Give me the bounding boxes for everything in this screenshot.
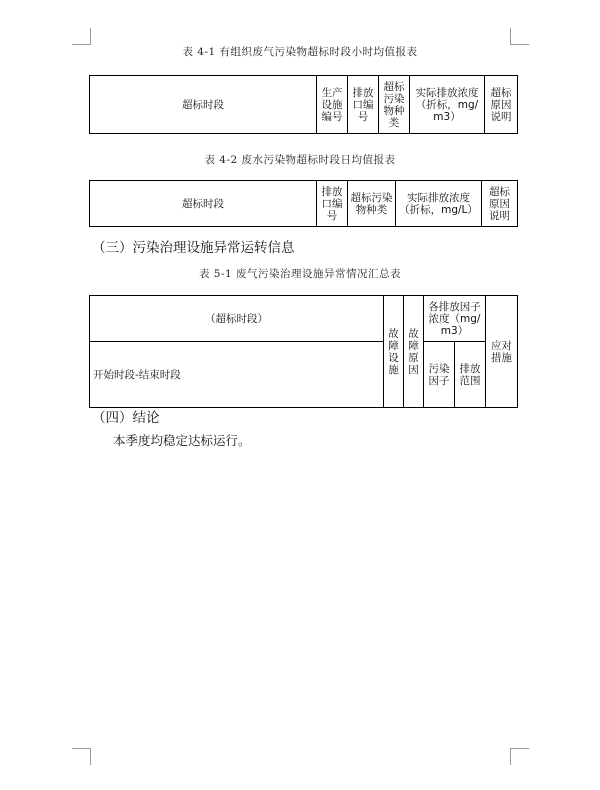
table1-caption: 表 4-1 有组织废气污染物超标时段小时均值报表 bbox=[182, 46, 418, 58]
table1-header-facility: 生产设施编号 bbox=[317, 76, 348, 134]
table1-header-outlet: 排放口编号 bbox=[348, 76, 379, 134]
crop-mark-top-right bbox=[510, 28, 529, 45]
crop-mark-bottom-left bbox=[72, 748, 91, 765]
table3-header-fault-reason: 故障原因 bbox=[404, 296, 424, 408]
section4-heading: （四）结论 bbox=[92, 410, 160, 426]
table2-header-period: 超标时段 bbox=[90, 181, 317, 227]
table2-caption: 表 4-2 废水污染物超标时段日均值报表 bbox=[204, 154, 396, 166]
table2-header-concentration: 实际排放浓度（折标，mg/L） bbox=[396, 181, 482, 227]
crop-mark-top-left bbox=[72, 28, 91, 45]
conclusion-text: 本季度均稳定达标运行。 bbox=[113, 433, 251, 448]
table1-header-period: 超标时段 bbox=[90, 76, 317, 134]
table3-header-period: （超标时段） bbox=[90, 296, 384, 342]
table3-header-concentration: 各排放因子浓度（mg/m3） bbox=[424, 296, 486, 342]
table3-header-pollutant-factor: 污染因子 bbox=[424, 342, 455, 408]
table3-header-measures: 应对措施 bbox=[486, 296, 518, 408]
table1 bbox=[89, 75, 518, 134]
table3-header-emission-range: 排放范围 bbox=[455, 342, 486, 408]
table2 bbox=[89, 180, 518, 227]
table3-caption: 表 5-1 废气污染治理设施异常情况汇总表 bbox=[198, 268, 402, 280]
table3-header-fault-facility: 故障设施 bbox=[384, 296, 404, 408]
table3 bbox=[89, 295, 518, 408]
table2-header-reason: 超标原因说明 bbox=[482, 181, 518, 227]
section3-heading: （三）污染治理设施异常运转信息 bbox=[92, 240, 295, 256]
table2-header-outlet: 排放口编号 bbox=[317, 181, 348, 227]
table1-header-pollutant: 超标污染物种类 bbox=[379, 76, 410, 134]
table1-header-reason: 超标原因说明 bbox=[485, 76, 518, 134]
table3-row-label: 开始时段-结束时段 bbox=[90, 342, 384, 408]
table1-header-concentration: 实际排放浓度（折标，mg/m3） bbox=[410, 76, 485, 134]
crop-mark-bottom-right bbox=[510, 748, 529, 765]
table2-header-pollutant: 超标污染物种类 bbox=[348, 181, 396, 227]
